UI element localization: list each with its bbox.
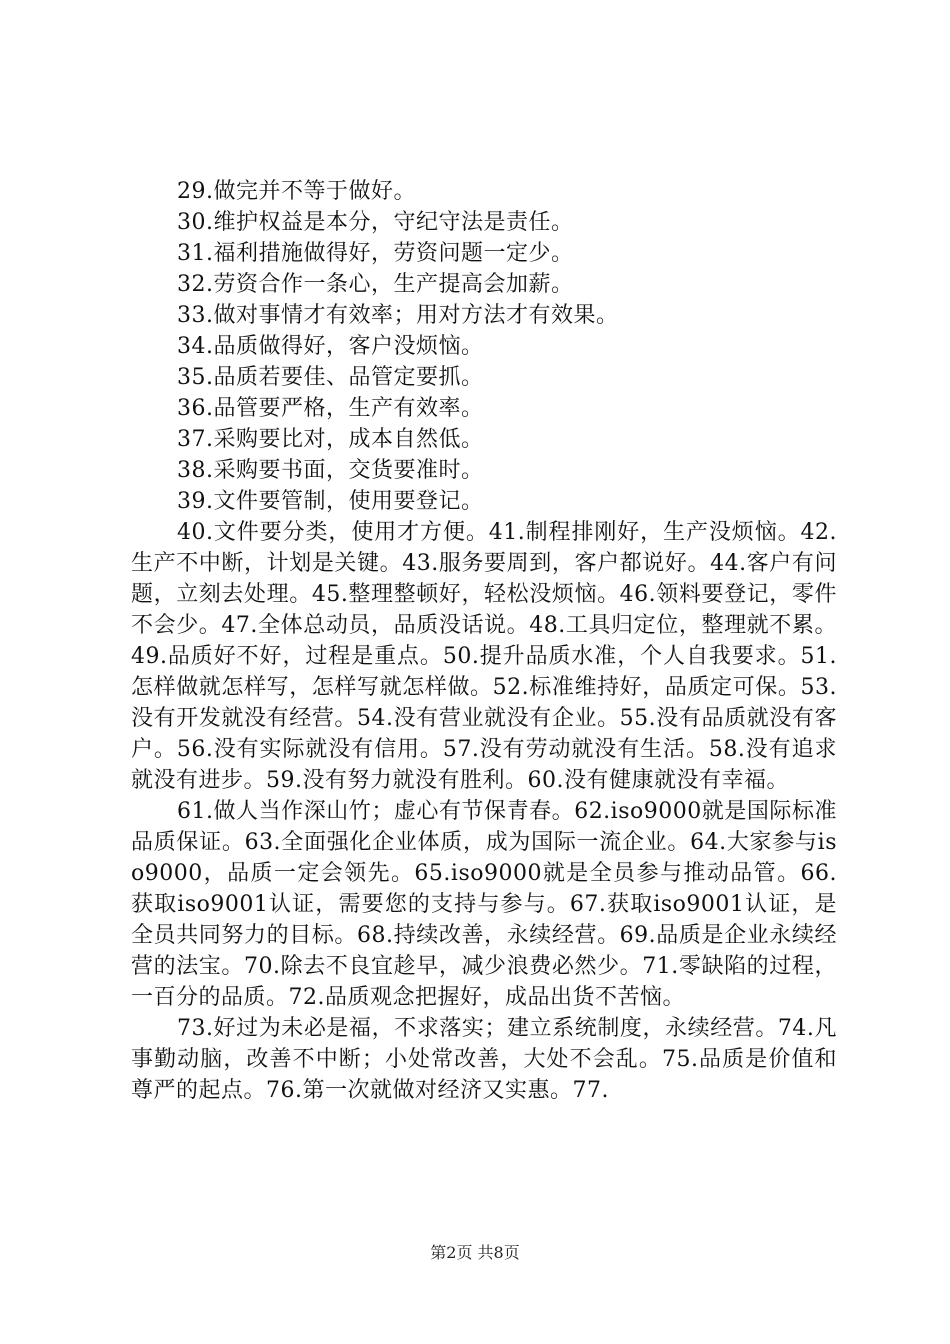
list-item: 36.品管要严格，生产有效率。 (177, 396, 484, 421)
list-item: 29.做完并不等于做好。 (177, 179, 416, 204)
list-item: 31.福利措施做得好，劳资问题一定少。 (177, 241, 574, 266)
list-item: 39.文件要管制，使用要登记。 (177, 489, 484, 514)
paragraph: 73.好过为未必是福，不求落实；建立系统制度，永续经营。74.凡事勤动脑，改善不中断；小处常改善，大处不会乱。75.品质是价值和尊严的起点。76.第一次就做对经济又实惠。77. (131, 1016, 837, 1103)
list-item: 33.做对事情才有效率；用对方法才有效果。 (177, 303, 619, 328)
list-item: 35.品质若要佳、品管定要抓。 (177, 365, 484, 390)
paragraph: 40.文件要分类，使用才方便。41.制程排刚好，生产没烦恼。42.生产不中断，计划是关键。43.服务要周到，客户都说好。44.客户有问题，立刻去处理。45.整理整顿好，轻松没烦恼。46.领料要登记，零件不会少。47.全体总动员，品质没话说。48.工具归定位，整理就不累。49.品质好不好，过程是重点。50.提升品质水准，个人自我要求。51.怎样做就怎样写，怎样写就怎样做。52.标准维持好，品质定可保。53.没有开发就没有经营。54.没有营业就没有企业。55.没有品质就没有客户。56.没有实际就没有信用。57.没有劳动就没有生活。58.没有追求就没有进步。59.没有努力就没有胜利。60.没有健康就没有幸福。 (131, 520, 837, 793)
page-number-footer: 第2页 共8页 (430, 1243, 520, 1262)
document-body (131, 176, 837, 1106)
list-item: 32.劳资合作一条心，生产提高会加薪。 (177, 272, 574, 297)
list-item: 37.采购要比对，成本自然低。 (177, 427, 484, 452)
list-item: 38.采购要书面，交货要准时。 (177, 458, 484, 483)
paragraph: 61.做人当作深山竹；虚心有节保青春。62.iso9000就是国际标准品质保证。63.全面强化企业体质，成为国际一流企业。64.大家参与iso9000，品质一定会领先。65.iso9000就是全员参与推动品管。66.获取iso9001认证，需要您的支持与参与。67.获取iso9001认证，是全员共同努力的目标。68.持续改善，永续经营。69.品质是企业永续经营的法宝。70.除去不良宜趁早，减少浪费必然少。71.零缺陷的过程，一百分的品质。72.品质观念把握好，成品出货不苦恼。 (131, 799, 837, 1010)
list-item: 30.维护权益是本分，守纪守法是责任。 (177, 210, 574, 235)
list-item: 34.品质做得好，客户没烦恼。 (177, 334, 484, 359)
slogan-list (131, 176, 837, 517)
